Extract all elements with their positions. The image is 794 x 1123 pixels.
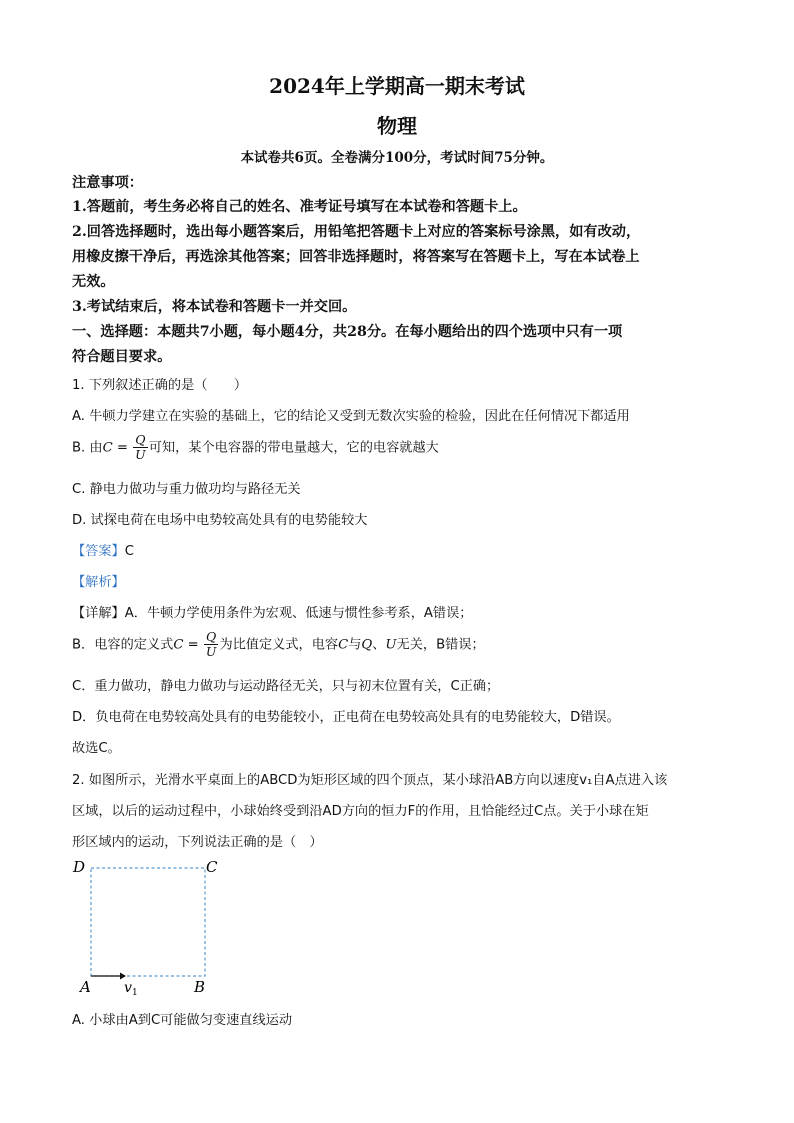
q1-option-a: A. 牛顿力学建立在实验的基础上，它的结论又受到无数次实验的检验，因此在任何情况下都适用	[72, 409, 630, 424]
q1-detail-c: C．重力做功，静电力做功与运动路径无关，只与初末位置有关，C正确；	[72, 679, 500, 694]
variable-c: C	[338, 637, 349, 653]
formula-equals: =	[183, 637, 203, 653]
formula-fraction	[133, 433, 148, 462]
answer-value: C	[124, 544, 134, 559]
q1-option-b	[72, 433, 727, 462]
formula-variable-c: C	[102, 440, 113, 456]
q1-option-b-suffix: 可知，某个电容器的带电量越大，它的电容就越大	[148, 440, 439, 456]
vertex-label-b: B	[194, 978, 206, 996]
notice-item-2-line-2: 用橡皮擦干净后，再选涂其他答案；回答非选择题时，将答案写在答题卡上，写在本试卷上	[72, 249, 640, 265]
q1-analysis	[72, 571, 727, 590]
q1-option-d: D. 试探电荷在电场中电势较高处具有的电势能较大	[72, 513, 368, 528]
section-heading-line-1: 一、选择题：本题共7小题，每小题4分，共28分。在每小题给出的四个选项中只有一项	[72, 324, 623, 340]
q1-detail-b	[72, 630, 727, 659]
q2-option-a: A. 小球由A到C可能做匀变速直线运动	[72, 1013, 293, 1028]
notice-item-2-line-3: 无效。	[72, 274, 115, 290]
formula-equals: =	[112, 440, 133, 456]
fraction-denominator: U	[135, 447, 146, 462]
fraction-numerator: Q	[204, 630, 219, 645]
q2-stem-line-1: 2. 如图所示，光滑水平桌面上的ABCD为矩形区域的四个顶点，某小球沿AB方向以速度v₁自A点进入该	[72, 773, 668, 788]
detail-a-text: A．牛顿力学使用条件为宏观、低速与惯性参考系，A错误；	[124, 606, 473, 621]
vertex-label-a: A	[80, 978, 91, 996]
detail-b-text-3: 无关，B错误；	[396, 637, 485, 653]
velocity-subscript: 1	[132, 988, 138, 997]
vertex-label-c: C	[206, 858, 218, 876]
q2-stem-line-2: 区域，以后的运动过程中，小球始终受到沿AD方向的恒力F的作用，且恰能经过C点。关于小球在矩	[72, 804, 649, 819]
q1-option-b-prefix: B. 由	[72, 440, 103, 456]
rectangle-abcd	[91, 868, 205, 976]
section-heading-line-2: 符合题目要求。	[72, 349, 172, 365]
fraction-numerator: Q	[133, 433, 148, 448]
detail-b-prefix: B．电容的定义式	[72, 637, 174, 653]
q1-conclusion: 故选C。	[72, 741, 121, 756]
notice-item-2-line-1: 2.回答选择题时，选出每小题答案后，用铅笔把答题卡上对应的答案标号涂黑，如有改动，	[72, 224, 641, 240]
fraction-denominator: U	[205, 644, 217, 659]
q1-detail-a	[72, 602, 727, 621]
velocity-arrow-head	[120, 973, 126, 980]
q1-option-c: C. 静电力做功与重力做功均与路径无关	[72, 482, 301, 497]
q1-answer	[72, 540, 727, 559]
subject-title: 物理	[377, 114, 417, 138]
exam-info: 本试卷共6页。全卷满分100分，考试时间75分钟。	[240, 150, 554, 166]
detail-b-text-1: 为比值定义式，电容	[219, 637, 339, 653]
detail-b-separator: 、	[372, 637, 386, 653]
variable-u: U	[385, 637, 397, 653]
q1-stem: 1. 下列叙述正确的是（ ）	[72, 378, 248, 393]
detail-tag: 【详解】	[72, 606, 125, 621]
vertex-label-d: D	[73, 858, 86, 876]
analysis-tag: 【解析】	[72, 575, 125, 590]
q1-detail-d: D．负电荷在电势较高处具有的电势能较小，正电荷在电势较高处具有的电势能较大，D错误。	[72, 710, 620, 725]
notice-heading: 注意事项：	[72, 175, 143, 191]
answer-tag: 【答案】	[72, 544, 125, 559]
detail-b-text-2: 与	[348, 637, 362, 653]
notice-item-3: 3.考试结束后，将本试卷和答题卡一并交回。	[72, 299, 357, 315]
q2-stem-line-3: 形区域内的运动，下列说法正确的是（ ）	[72, 835, 323, 850]
exam-title: 2024年上学期高一期末考试	[269, 74, 525, 98]
formula-fraction	[204, 630, 219, 659]
formula-variable-c: C	[173, 637, 184, 653]
notice-item-1: 1.答题前，考生务必将自己的姓名、准考证号填写在本试卷和答题卡上。	[72, 199, 527, 215]
variable-q: Q	[361, 637, 373, 653]
rectangle-figure	[70, 852, 230, 997]
velocity-label: v	[124, 980, 132, 996]
